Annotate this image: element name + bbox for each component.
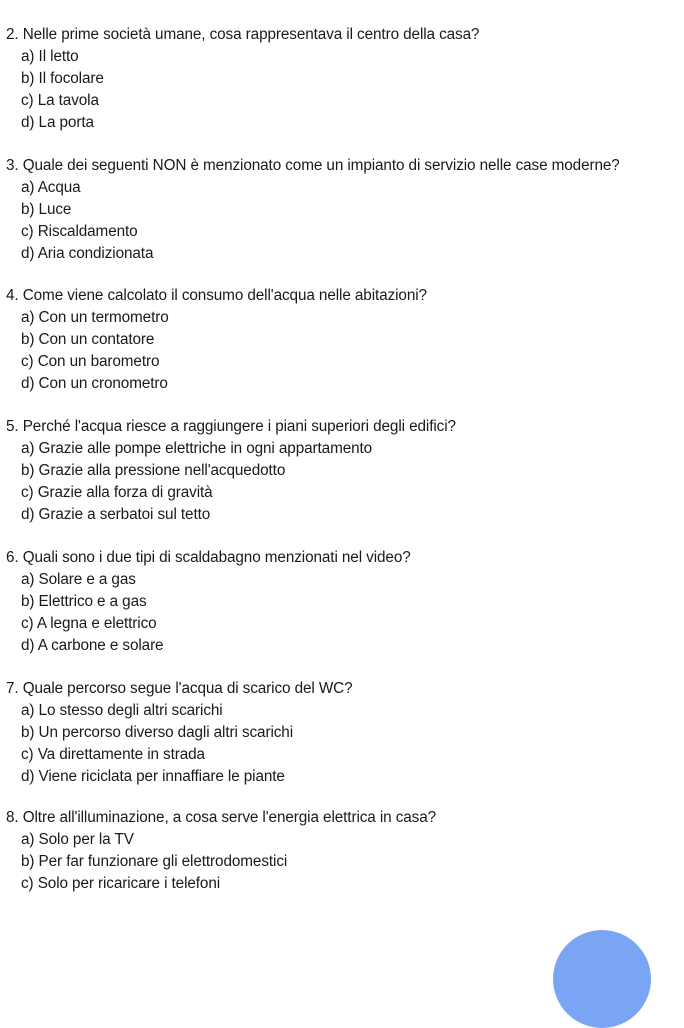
question-text: 6. Quali sono i due tipi di scaldabagno menzionati nel video? [6,549,411,566]
question-text: 4. Come viene calcolato il consumo dell'acqua nelle abitazioni? [6,287,427,304]
option-b: b) Con un contatore [21,331,155,348]
option-c: c) A legna e elettrico [21,615,157,632]
option-d: d) A carbone e solare [21,637,164,654]
option-b: b) Luce [21,201,72,218]
option-a: a) Lo stesso degli altri scarichi [21,702,223,719]
option-b: b) Per far funzionare gli elettrodomestici [21,853,288,870]
option-a: a) Grazie alle pompe elettriche in ogni appartamento [21,440,373,457]
option-d: d) La porta [21,114,94,131]
option-a: a) Acqua [21,179,81,196]
option-c: c) Va direttamente in strada [21,746,205,763]
floating-action-button[interactable] [553,930,651,1028]
option-b: b) Elettrico e a gas [21,593,147,610]
question-text: 3. Quale dei seguenti NON è menzionato come un impianto di servizio nelle case moderne? [6,157,620,174]
option-a: a) Solo per la TV [21,831,134,848]
option-c: c) Solo per ricaricare i telefoni [21,875,221,892]
option-b: b) Il focolare [21,70,104,87]
option-a: a) Con un termometro [21,309,169,326]
option-d: d) Aria condizionata [21,245,154,262]
option-b: b) Un percorso diverso dagli altri scarichi [21,724,294,741]
option-a: a) Solare e a gas [21,571,136,588]
question-text: 8. Oltre all'illuminazione, a cosa serve l'energia elettrica in casa? [6,809,437,826]
option-d: d) Con un cronometro [21,375,168,392]
option-b: b) Grazie alla pressione nell'acquedotto [21,462,286,479]
option-d: d) Viene riciclata per innaffiare le piante [21,768,285,785]
option-c: c) Riscaldamento [21,223,138,240]
option-c: c) La tavola [21,92,99,109]
question-text: 2. Nelle prime società umane, cosa rappresentava il centro della casa? [6,26,480,43]
question-text: 7. Quale percorso segue l'acqua di scarico del WC? [6,680,353,697]
option-c: c) Con un barometro [21,353,160,370]
option-c: c) Grazie alla forza di gravità [21,484,213,501]
option-d: d) Grazie a serbatoi sul tetto [21,506,211,523]
option-a: a) Il letto [21,48,79,65]
question-text: 5. Perché l'acqua riesce a raggiungere i piani superiori degli edifici? [6,418,456,435]
